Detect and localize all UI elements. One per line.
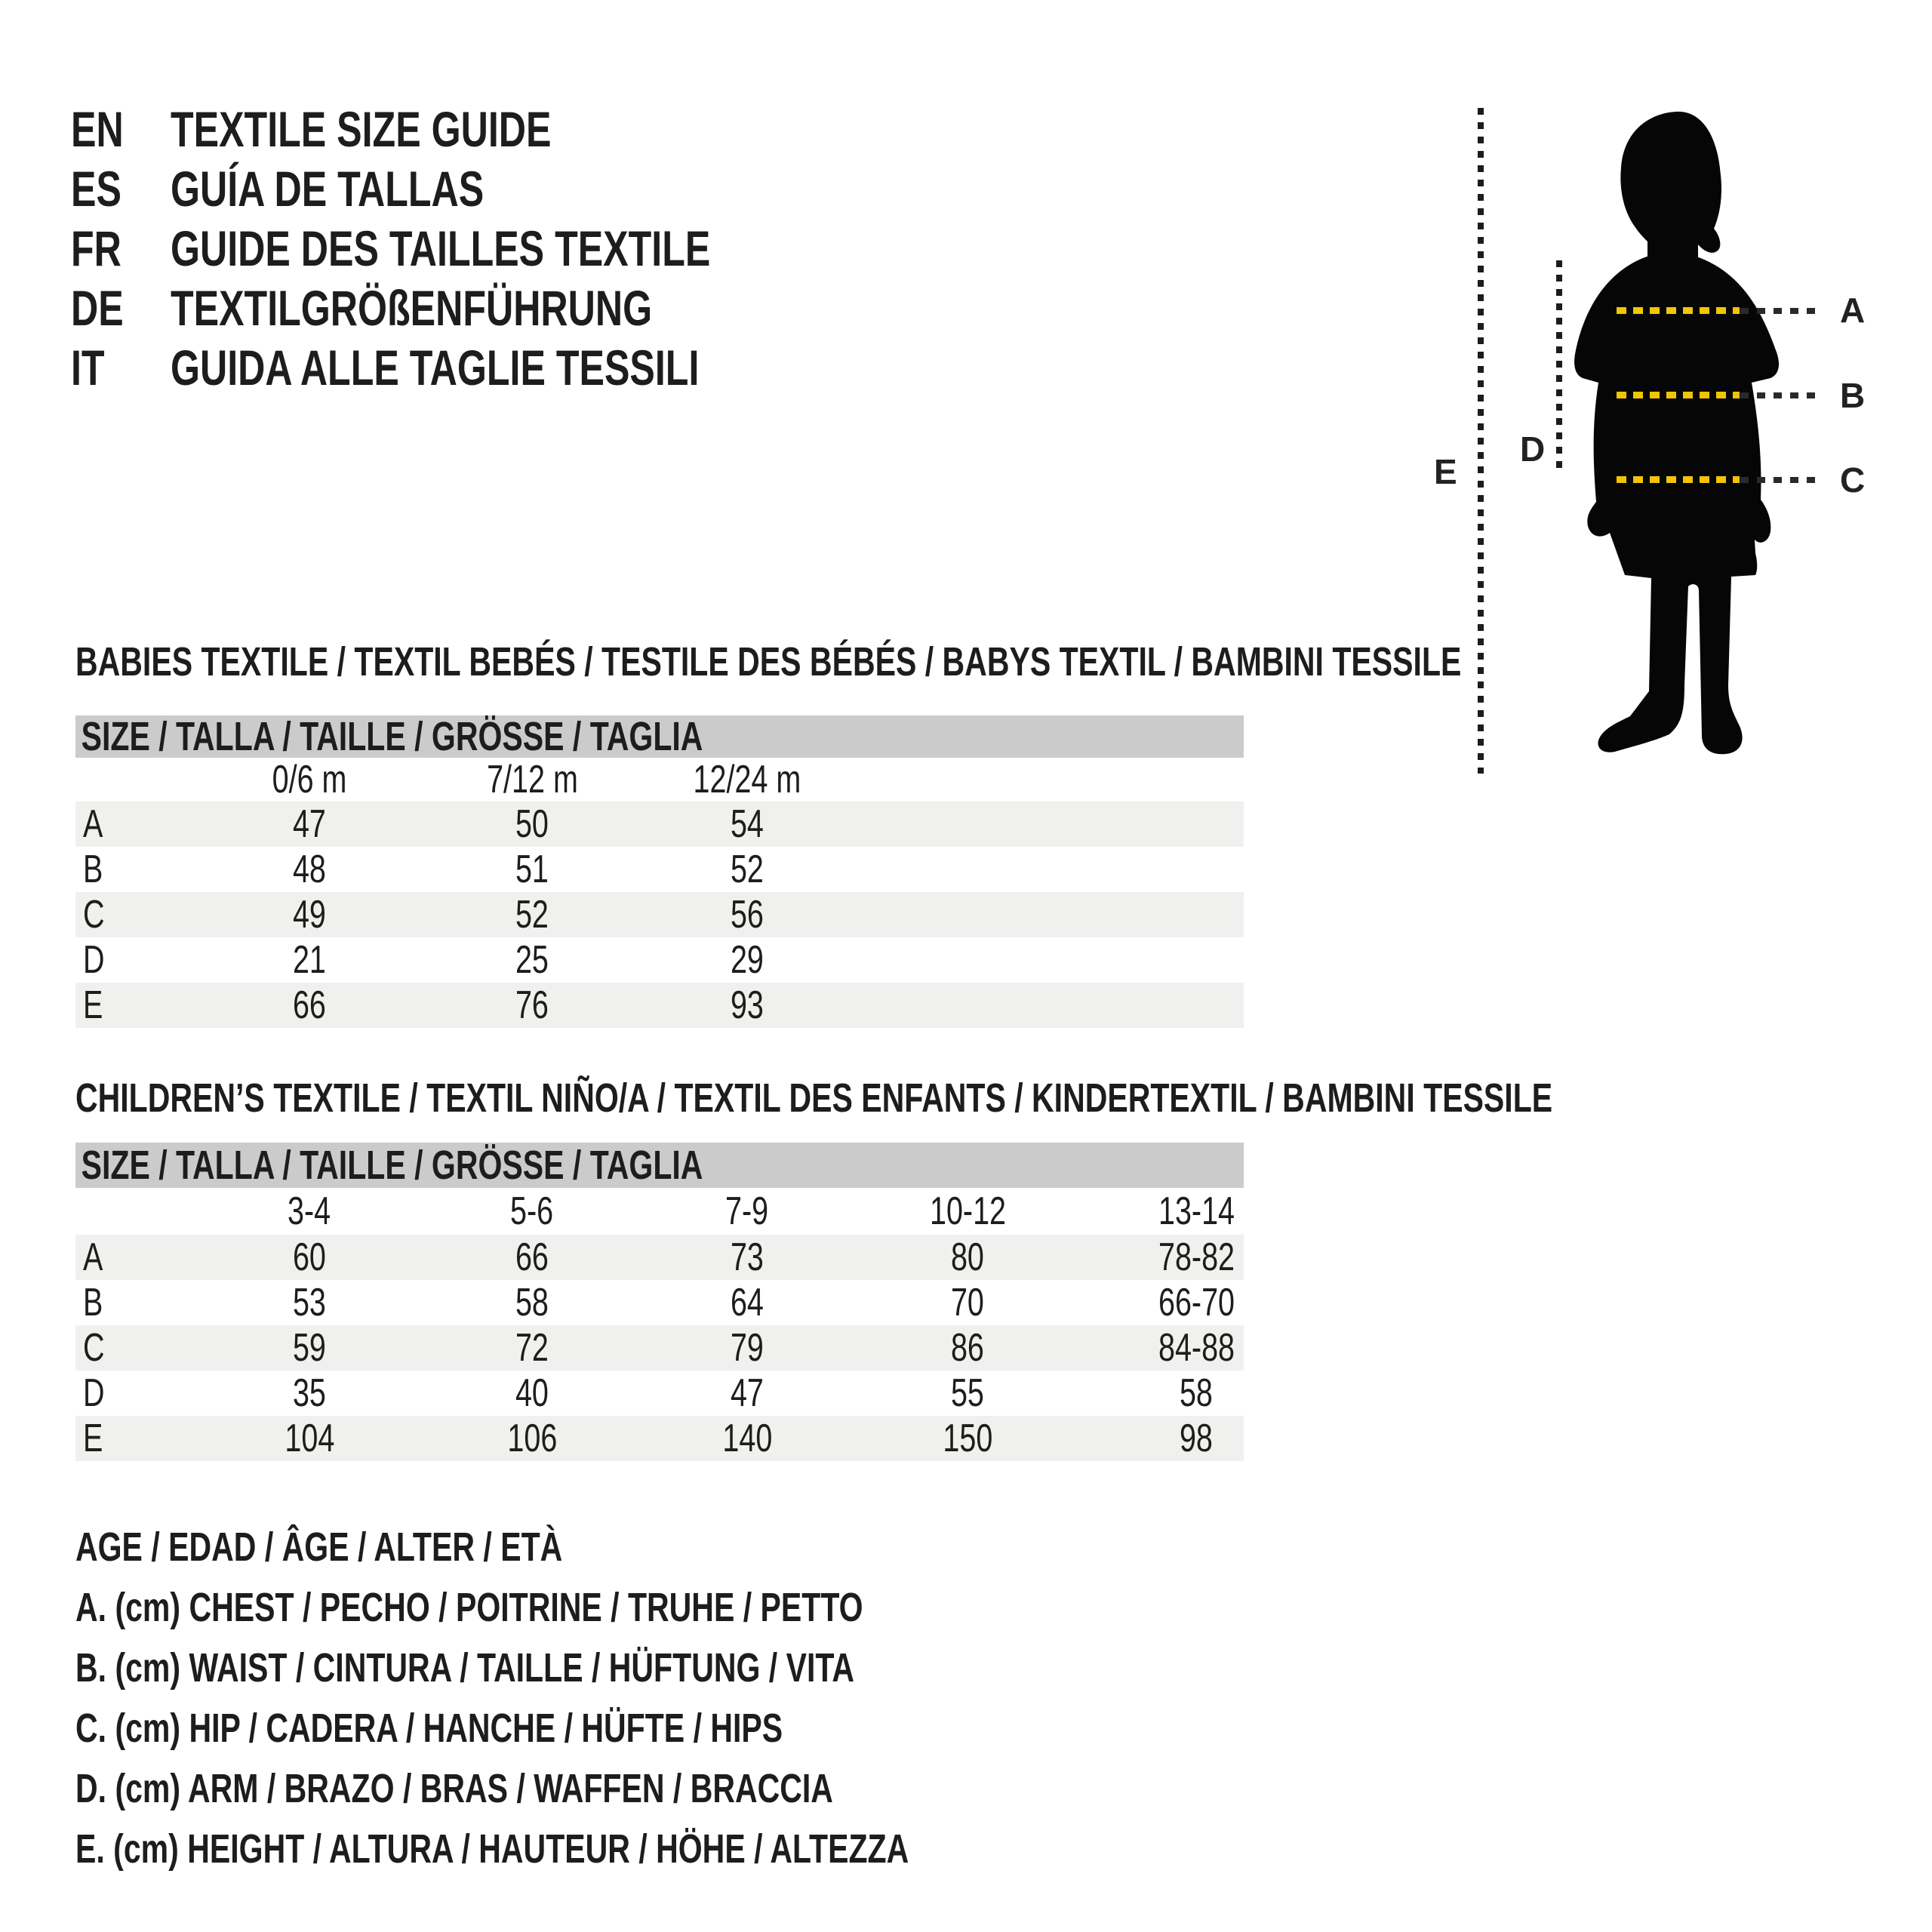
column-header: 7-9 [725, 1189, 769, 1233]
table-row [75, 1280, 1244, 1325]
table-cell: 52 [731, 848, 764, 891]
lang-code: ES [71, 161, 122, 217]
row-label: E [83, 1417, 103, 1460]
lang-code: IT [71, 340, 105, 395]
table-cell: 150 [943, 1417, 992, 1460]
table-cell: 52 [515, 893, 549, 937]
table-row [75, 983, 1244, 1028]
chest-measure-leader-a [1740, 308, 1822, 314]
table-cell: 78-82 [1158, 1235, 1235, 1279]
guide-title-it: GUIDA ALLE TAGLIE TESSILI [171, 340, 700, 395]
table-cell: 140 [722, 1417, 772, 1460]
row-label: A [83, 802, 103, 846]
chest-measure-line-a [1617, 307, 1740, 314]
table-row [75, 847, 1244, 892]
children-section-title: CHILDREN’S TEXTILE / TEXTIL NIÑO/A / TEXTIL DES ENFANTS / KINDERTEXTIL / BAMBINI TESSILE [75, 1075, 1553, 1121]
table-cell: 21 [293, 938, 326, 982]
table-cell: 47 [731, 1371, 764, 1415]
table-cell: 58 [1180, 1371, 1213, 1415]
table-cell: 51 [515, 848, 549, 891]
table-cell: 50 [515, 802, 549, 846]
table-cell: 79 [731, 1326, 764, 1370]
table-cell: 66-70 [1158, 1281, 1235, 1324]
table-cell: 66 [293, 983, 326, 1027]
column-header: 10-12 [929, 1189, 1006, 1233]
table-cell: 56 [731, 893, 764, 937]
measure-label-e: E [1434, 452, 1457, 491]
row-label: D [83, 938, 105, 982]
table-cell: 98 [1180, 1417, 1213, 1460]
lang-code: EN [71, 101, 124, 157]
arm-measure-line-d [1556, 260, 1562, 470]
table-cell: 53 [293, 1281, 326, 1324]
legend-line-hip: C. (cm) HIP / CADERA / HANCHE / HÜFTE / HIPS [75, 1706, 783, 1751]
table-cell: 80 [951, 1235, 984, 1279]
guide-title-es: GUÍA DE TALLAS [171, 161, 485, 217]
table-row [75, 937, 1244, 983]
row-label: B [83, 1281, 103, 1324]
table-cell: 70 [951, 1281, 984, 1324]
column-header: 0/6 m [272, 758, 347, 801]
table-cell: 40 [515, 1371, 549, 1415]
column-header: 12/24 m [693, 758, 801, 801]
table-cell: 49 [293, 893, 326, 937]
table-row [75, 1325, 1244, 1371]
guide-title-en: TEXTILE SIZE GUIDE [171, 101, 552, 157]
table-cell: 54 [731, 802, 764, 846]
table-row [75, 892, 1244, 937]
legend-line-age: AGE / EDAD / ÂGE / ALTER / ETÀ [75, 1524, 563, 1570]
row-label: E [83, 983, 103, 1027]
table-cell: 84-88 [1158, 1326, 1235, 1370]
guide-title-de: TEXTILGRÖßENFÜHRUNG [171, 280, 653, 336]
babies-section-title: BABIES TEXTILE / TEXTIL BEBÉS / TESTILE DES BÉBÉS / BABYS TEXTIL / BAMBINI TESSILE [75, 639, 1462, 685]
column-header: 13-14 [1158, 1189, 1235, 1233]
measure-label-c: C [1840, 460, 1866, 500]
table-cell: 48 [293, 848, 326, 891]
lang-code: FR [71, 220, 122, 276]
table-cell: 106 [507, 1417, 557, 1460]
measure-label-b: B [1840, 376, 1866, 415]
row-label: C [83, 893, 105, 937]
column-header: 7/12 m [486, 758, 578, 801]
table-cell: 35 [293, 1371, 326, 1415]
babies-size-header-bar: SIZE / TALLA / TAILLE / GRÖSSE / TAGLIA [75, 715, 1244, 758]
table-cell: 29 [731, 938, 764, 982]
hip-measure-line-c [1617, 476, 1740, 483]
row-label: C [83, 1326, 105, 1370]
lang-code: DE [71, 280, 124, 336]
measurement-figure [1434, 75, 1932, 800]
table-cell: 104 [285, 1417, 334, 1460]
table-cell: 58 [515, 1281, 549, 1324]
column-header: 3-4 [288, 1189, 331, 1233]
table-cell: 76 [515, 983, 549, 1027]
legend-line-arm: D. (cm) ARM / BRAZO / BRAS / WAFFEN / BRACCIA [75, 1766, 833, 1811]
table-cell: 25 [515, 938, 549, 982]
legend-line-waist: B. (cm) WAIST / CINTURA / TAILLE / HÜFTUNG / VITA [75, 1645, 855, 1690]
table-cell: 86 [951, 1326, 984, 1370]
table-row [75, 1416, 1244, 1461]
measure-label-d: D [1520, 429, 1546, 469]
table-cell: 66 [515, 1235, 549, 1279]
table-cell: 47 [293, 802, 326, 846]
table-cell: 55 [951, 1371, 984, 1415]
row-label: B [83, 848, 103, 891]
table-cell: 93 [731, 983, 764, 1027]
column-header: 5-6 [510, 1189, 554, 1233]
table-row [75, 1235, 1244, 1280]
table-cell: 73 [731, 1235, 764, 1279]
measure-label-a: A [1840, 291, 1866, 330]
legend-line-height: E. (cm) HEIGHT / ALTURA / HAUTEUR / HÖHE / ALTEZZA [75, 1826, 909, 1872]
waist-measure-leader-b [1740, 392, 1822, 398]
babies-column-header-row [75, 758, 1244, 801]
row-label: D [83, 1371, 105, 1415]
waist-measure-line-b [1617, 392, 1740, 398]
table-row [75, 1371, 1244, 1416]
table-cell: 64 [731, 1281, 764, 1324]
children-column-header-row [75, 1188, 1244, 1235]
children-size-header-bar: SIZE / TALLA / TAILLE / GRÖSSE / TAGLIA [75, 1143, 1244, 1188]
table-cell: 59 [293, 1326, 326, 1370]
table-cell: 60 [293, 1235, 326, 1279]
row-label: A [83, 1235, 103, 1279]
guide-title-fr: GUIDE DES TAILLES TEXTILE [171, 220, 711, 276]
legend-line-chest: A. (cm) CHEST / PECHO / POITRINE / TRUHE / PETTO [75, 1585, 863, 1630]
hip-measure-leader-c [1740, 477, 1822, 483]
table-row [75, 801, 1244, 847]
table-cell: 72 [515, 1326, 549, 1370]
